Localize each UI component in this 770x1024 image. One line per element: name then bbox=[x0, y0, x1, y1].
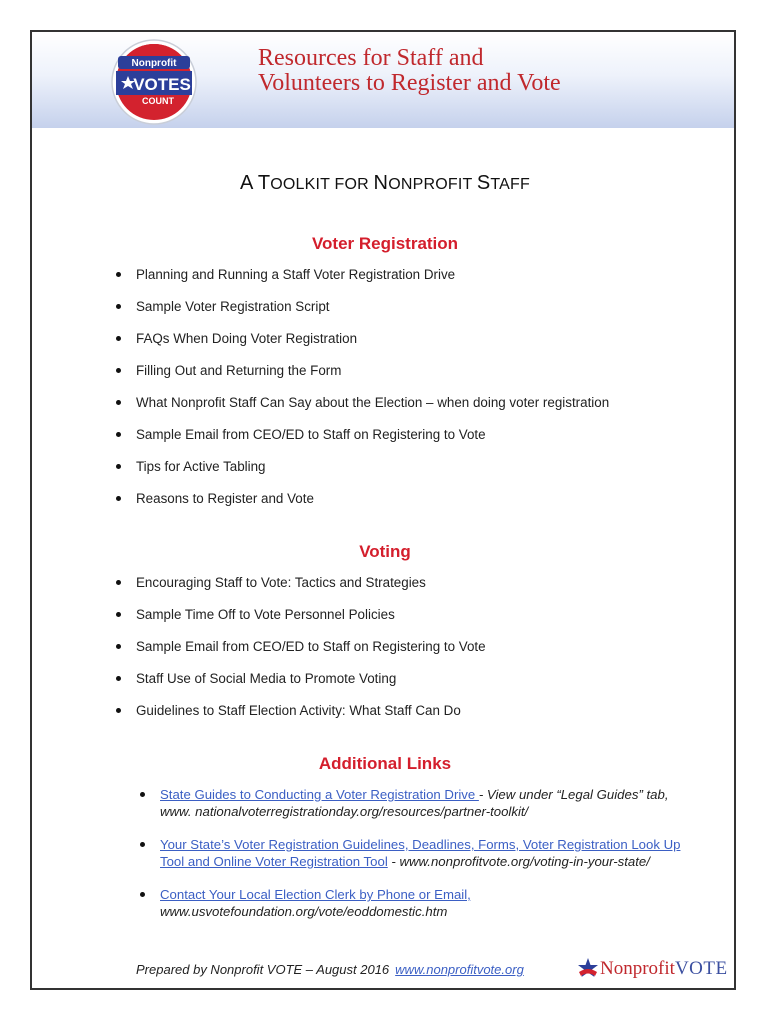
voter-registration-list bbox=[108, 267, 609, 523]
bullet-icon bbox=[116, 676, 121, 681]
list-item: Sample Email from CEO/ED to Staff on Registering to Vote bbox=[108, 427, 609, 459]
bullet-icon bbox=[140, 842, 145, 847]
bullet-icon bbox=[116, 432, 121, 437]
election-clerk-link[interactable]: Contact Your Local Election Clerk by Phone or Email, bbox=[160, 887, 471, 902]
nonprofit-votes-count-logo bbox=[110, 38, 198, 126]
star-icon bbox=[576, 956, 600, 982]
logo-vote-word: VOTE bbox=[674, 958, 728, 979]
nonprofit-vote-logo bbox=[600, 958, 728, 980]
bullet-icon bbox=[140, 792, 145, 797]
voting-heading: Voting bbox=[359, 542, 411, 561]
link-description: www.usvotefoundation.org/vote/eoddomestic.htm bbox=[160, 904, 448, 919]
bullet-icon bbox=[116, 464, 121, 469]
list-item: FAQs When Doing Voter Registration bbox=[108, 331, 609, 363]
list-item: What Nonprofit Staff Can Say about the Election – when doing voter registration bbox=[108, 395, 609, 427]
bullet-icon bbox=[116, 708, 121, 713]
bullet-icon bbox=[116, 272, 121, 277]
list-item: Tips for Active Tabling bbox=[108, 459, 609, 491]
document-page bbox=[30, 30, 736, 990]
logo-text-main: VOTES bbox=[133, 75, 191, 94]
bullet-icon bbox=[116, 400, 121, 405]
bullet-icon bbox=[116, 644, 121, 649]
additional-links-list bbox=[130, 786, 690, 936]
banner-title-line2: Volunteers to Register and Vote bbox=[258, 70, 561, 96]
header-banner bbox=[32, 32, 734, 128]
state-guidelines-link[interactable]: Your State’s Voter Registration Guidelines, Deadlines, Forms, Voter Registration Look Up Tool and Online Voter Registration Tool bbox=[160, 837, 681, 869]
list-item: Sample Time Off to Vote Personnel Policies bbox=[108, 607, 486, 639]
logo-text-bottom: COUNT bbox=[142, 96, 174, 106]
list-item: Sample Voter Registration Script bbox=[108, 299, 609, 331]
additional-links-heading: Additional Links bbox=[318, 754, 452, 773]
bullet-icon bbox=[116, 336, 121, 341]
bullet-icon bbox=[116, 612, 121, 617]
list-item: Guidelines to Staff Election Activity: What Staff Can Do bbox=[108, 703, 486, 735]
bullet-icon bbox=[116, 368, 121, 373]
link-description: - View under “Legal Guides” tab, www. nationalvoterregistrationday.org/resources/partner-toolkit/ bbox=[160, 787, 669, 819]
state-guides-link[interactable]: State Guides to Conducting a Voter Registration Drive bbox=[160, 787, 479, 802]
footer-credit bbox=[136, 962, 524, 977]
voter-registration-heading: Voter Registration bbox=[311, 234, 459, 253]
banner-title bbox=[258, 46, 561, 96]
nonprofitvote-url-link[interactable]: www.nonprofitvote.org bbox=[395, 962, 524, 977]
list-item: Staff Use of Social Media to Promote Voting bbox=[108, 671, 486, 703]
list-item: Planning and Running a Staff Voter Registration Drive bbox=[108, 267, 609, 299]
bullet-icon bbox=[116, 304, 121, 309]
bullet-icon bbox=[116, 496, 121, 501]
bullet-icon bbox=[140, 892, 145, 897]
list-item bbox=[130, 836, 690, 870]
prepared-by-text: Prepared by Nonprofit VOTE – August 2016 bbox=[136, 962, 390, 977]
list-item bbox=[130, 786, 690, 820]
list-item: Sample Email from CEO/ED to Staff on Registering to Vote bbox=[108, 639, 486, 671]
bullet-icon bbox=[116, 580, 121, 585]
logo-nonprofit-word: Nonprofit bbox=[600, 958, 675, 979]
voting-list bbox=[108, 575, 486, 735]
list-item: Reasons to Register and Vote bbox=[108, 491, 609, 523]
list-item: Filling Out and Returning the Form bbox=[108, 363, 609, 395]
logo-text-top: Nonprofit bbox=[131, 58, 177, 69]
list-item: Encouraging Staff to Vote: Tactics and Strategies bbox=[108, 575, 486, 607]
link-description: - www.nonprofitvote.org/voting-in-your-state/ bbox=[387, 854, 650, 869]
list-item bbox=[130, 886, 690, 920]
document-title: A TOOLKIT FOR NONPROFIT STAFF bbox=[240, 172, 530, 194]
banner-title-line1: Resources for Staff and bbox=[258, 45, 484, 71]
